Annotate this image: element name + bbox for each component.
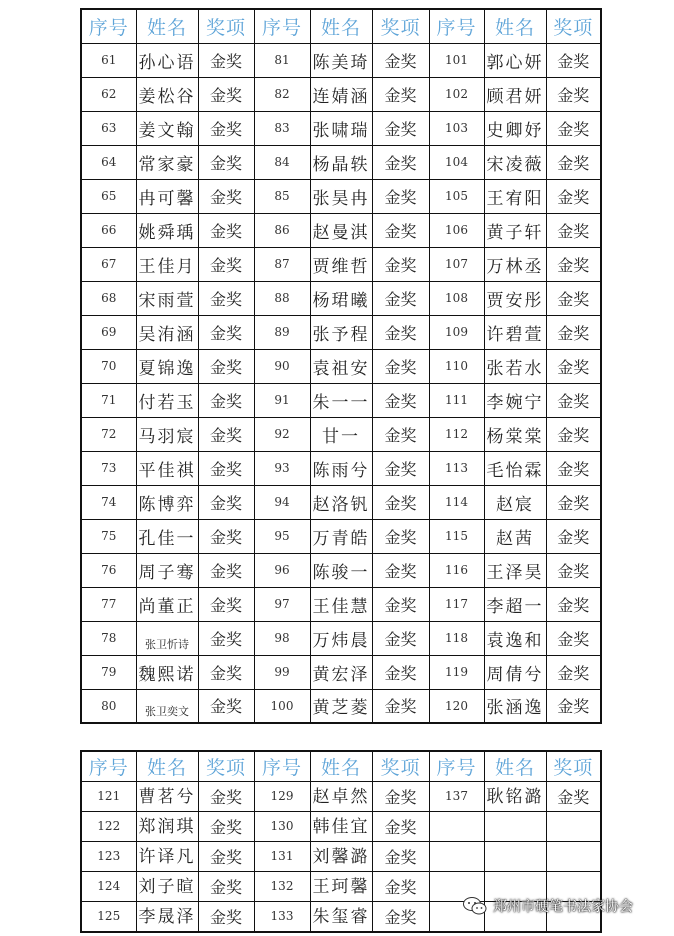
student-name-cell: 顾君妍 <box>484 77 546 111</box>
column-header: 奖项 <box>372 751 429 781</box>
award-cell: 金奖 <box>372 145 429 179</box>
serial-number-cell: 123 <box>81 841 136 871</box>
serial-number-cell: 64 <box>81 145 136 179</box>
award-cell: 金奖 <box>198 781 254 811</box>
serial-number-cell: 96 <box>254 553 310 587</box>
student-name-cell: 李超一 <box>484 587 546 621</box>
award-cell: 金奖 <box>372 451 429 485</box>
award-cell: 金奖 <box>198 315 254 349</box>
column-header: 序号 <box>254 9 310 43</box>
serial-number-cell: 113 <box>429 451 484 485</box>
award-cell: 金奖 <box>198 485 254 519</box>
award-cell: 金奖 <box>198 587 254 621</box>
column-header: 姓名 <box>484 9 546 43</box>
serial-number-cell: 93 <box>254 451 310 485</box>
award-cell: 金奖 <box>372 247 429 281</box>
serial-number-cell: 65 <box>81 179 136 213</box>
serial-number-cell: 110 <box>429 349 484 383</box>
student-name-cell: 魏熙诺 <box>136 655 198 689</box>
student-name-cell: 张昊冉 <box>310 179 372 213</box>
student-name-cell: 李婉宁 <box>484 383 546 417</box>
award-cell: 金奖 <box>546 655 601 689</box>
student-name-cell: 张卫忻诗 <box>136 621 198 655</box>
serial-number-cell: 79 <box>81 655 136 689</box>
serial-number-cell: 85 <box>254 179 310 213</box>
serial-number-cell: 87 <box>254 247 310 281</box>
serial-number-cell: 102 <box>429 77 484 111</box>
student-name-cell: 李晟泽 <box>136 901 198 932</box>
student-name-cell: 连婧涵 <box>310 77 372 111</box>
student-name-cell: 赵宸 <box>484 485 546 519</box>
award-cell: 金奖 <box>372 519 429 553</box>
serial-number-cell: 109 <box>429 315 484 349</box>
award-cell: 金奖 <box>546 417 601 451</box>
student-name-cell: 赵洛钒 <box>310 485 372 519</box>
student-name-cell: 赵曼淇 <box>310 213 372 247</box>
award-cell: 金奖 <box>372 77 429 111</box>
table-row <box>81 111 601 145</box>
serial-number-cell: 114 <box>429 485 484 519</box>
award-cell: 金奖 <box>198 383 254 417</box>
student-name-cell: 史卿妤 <box>484 111 546 145</box>
serial-number-cell: 82 <box>254 77 310 111</box>
student-name-cell: 赵卓然 <box>310 781 372 811</box>
student-name-cell: 万林丞 <box>484 247 546 281</box>
serial-number-cell: 63 <box>81 111 136 145</box>
table-row <box>81 485 601 519</box>
column-header: 序号 <box>81 751 136 781</box>
award-cell: 金奖 <box>198 553 254 587</box>
award-cell: 金奖 <box>198 689 254 723</box>
award-cell: 金奖 <box>198 655 254 689</box>
award-cell: 金奖 <box>198 451 254 485</box>
serial-number-cell: 111 <box>429 383 484 417</box>
award-cell: 金奖 <box>198 621 254 655</box>
student-name-cell: 陈雨兮 <box>310 451 372 485</box>
award-cell: 金奖 <box>546 281 601 315</box>
table-row <box>81 417 601 451</box>
award-cell: 金奖 <box>198 901 254 932</box>
student-name-cell: 宋雨萱 <box>136 281 198 315</box>
serial-number-cell: 119 <box>429 655 484 689</box>
award-cell: 金奖 <box>546 587 601 621</box>
column-header: 奖项 <box>546 9 601 43</box>
serial-number-cell <box>429 811 484 841</box>
serial-number-cell: 103 <box>429 111 484 145</box>
award-cell: 金奖 <box>372 315 429 349</box>
student-name-cell: 郭心妍 <box>484 43 546 77</box>
award-cell <box>546 841 601 871</box>
table-row <box>81 179 601 213</box>
award-cell: 金奖 <box>546 485 601 519</box>
student-name-cell: 张涵逸 <box>484 689 546 723</box>
student-name-cell: 王珂馨 <box>310 871 372 901</box>
student-name-cell: 杨棠棠 <box>484 417 546 451</box>
serial-number-cell: 97 <box>254 587 310 621</box>
award-table-main <box>80 8 602 724</box>
serial-number-cell: 98 <box>254 621 310 655</box>
serial-number-cell: 94 <box>254 485 310 519</box>
column-header: 奖项 <box>198 9 254 43</box>
serial-number-cell: 95 <box>254 519 310 553</box>
student-name-cell: 许碧萱 <box>484 315 546 349</box>
student-name-cell: 张啸瑞 <box>310 111 372 145</box>
award-cell: 金奖 <box>546 77 601 111</box>
table-row <box>81 587 601 621</box>
serial-number-cell: 129 <box>254 781 310 811</box>
serial-number-cell: 101 <box>429 43 484 77</box>
serial-number-cell: 73 <box>81 451 136 485</box>
student-name-cell <box>484 811 546 841</box>
award-cell: 金奖 <box>546 247 601 281</box>
award-cell: 金奖 <box>372 111 429 145</box>
serial-number-cell: 105 <box>429 179 484 213</box>
column-header: 奖项 <box>546 751 601 781</box>
serial-number-cell: 77 <box>81 587 136 621</box>
serial-number-cell: 132 <box>254 871 310 901</box>
serial-number-cell: 66 <box>81 213 136 247</box>
award-cell: 金奖 <box>546 349 601 383</box>
serial-number-cell: 69 <box>81 315 136 349</box>
watermark-text: 郑州市硬笔书法家协会 <box>493 899 633 915</box>
serial-number-cell: 122 <box>81 811 136 841</box>
student-name-cell: 孔佳一 <box>136 519 198 553</box>
table-row <box>81 247 601 281</box>
student-name-cell: 孙心语 <box>136 43 198 77</box>
award-cell: 金奖 <box>372 179 429 213</box>
serial-number-cell <box>429 841 484 871</box>
student-name-cell: 刘子暄 <box>136 871 198 901</box>
student-name-cell: 刘馨潞 <box>310 841 372 871</box>
serial-number-cell: 72 <box>81 417 136 451</box>
table-row <box>81 145 601 179</box>
serial-number-cell: 130 <box>254 811 310 841</box>
serial-number-cell: 80 <box>81 689 136 723</box>
serial-number-cell: 68 <box>81 281 136 315</box>
student-name-cell: 许译凡 <box>136 841 198 871</box>
serial-number-cell: 75 <box>81 519 136 553</box>
award-cell: 金奖 <box>546 145 601 179</box>
student-name-cell: 耿铭潞 <box>484 781 546 811</box>
column-header: 奖项 <box>198 751 254 781</box>
award-cell: 金奖 <box>372 213 429 247</box>
header-row <box>81 9 601 43</box>
student-name-cell: 平佳祺 <box>136 451 198 485</box>
student-name-cell: 张予程 <box>310 315 372 349</box>
award-cell: 金奖 <box>546 111 601 145</box>
award-cell: 金奖 <box>546 43 601 77</box>
student-name-cell: 黄子轩 <box>484 213 546 247</box>
award-cell: 金奖 <box>198 811 254 841</box>
award-cell: 金奖 <box>546 553 601 587</box>
student-name-cell: 杨晶轶 <box>310 145 372 179</box>
student-name-cell: 黄宏泽 <box>310 655 372 689</box>
serial-number-cell: 108 <box>429 281 484 315</box>
table-row <box>81 77 601 111</box>
table-row <box>81 655 601 689</box>
student-name-cell: 姚舜瑀 <box>136 213 198 247</box>
serial-number-cell: 133 <box>254 901 310 932</box>
student-name-cell: 甘一 <box>310 417 372 451</box>
award-cell: 金奖 <box>372 871 429 901</box>
serial-number-cell: 120 <box>429 689 484 723</box>
student-name-cell: 杨珺曦 <box>310 281 372 315</box>
serial-number-cell: 107 <box>429 247 484 281</box>
table-row <box>81 841 601 871</box>
award-cell: 金奖 <box>198 417 254 451</box>
serial-number-cell: 125 <box>81 901 136 932</box>
table-row <box>81 281 601 315</box>
serial-number-cell: 124 <box>81 871 136 901</box>
serial-number-cell: 78 <box>81 621 136 655</box>
table-row <box>81 781 601 811</box>
table-row <box>81 213 601 247</box>
header-row <box>81 751 601 781</box>
serial-number-cell: 121 <box>81 781 136 811</box>
student-name-cell: 陈美琦 <box>310 43 372 77</box>
award-cell: 金奖 <box>372 417 429 451</box>
award-cell: 金奖 <box>546 213 601 247</box>
student-name-cell: 姜松谷 <box>136 77 198 111</box>
award-cell: 金奖 <box>372 349 429 383</box>
serial-number-cell: 88 <box>254 281 310 315</box>
serial-number-cell: 83 <box>254 111 310 145</box>
award-cell: 金奖 <box>372 811 429 841</box>
student-name-cell: 周倩兮 <box>484 655 546 689</box>
serial-number-cell: 115 <box>429 519 484 553</box>
award-cell: 金奖 <box>372 841 429 871</box>
serial-number-cell: 91 <box>254 383 310 417</box>
student-name-cell: 吴洧涵 <box>136 315 198 349</box>
serial-number-cell: 117 <box>429 587 484 621</box>
student-name-cell: 袁祖安 <box>310 349 372 383</box>
column-header: 序号 <box>254 751 310 781</box>
table-row <box>81 451 601 485</box>
award-cell: 金奖 <box>546 451 601 485</box>
table-row <box>81 43 601 77</box>
serial-number-cell: 118 <box>429 621 484 655</box>
column-header: 姓名 <box>484 751 546 781</box>
award-cell: 金奖 <box>198 145 254 179</box>
student-name-cell: 马羽宸 <box>136 417 198 451</box>
student-name-cell: 万青皓 <box>310 519 372 553</box>
serial-number-cell: 90 <box>254 349 310 383</box>
serial-number-cell: 104 <box>429 145 484 179</box>
award-cell: 金奖 <box>372 43 429 77</box>
serial-number-cell: 99 <box>254 655 310 689</box>
column-header: 序号 <box>429 9 484 43</box>
serial-number-cell: 81 <box>254 43 310 77</box>
award-cell: 金奖 <box>546 315 601 349</box>
serial-number-cell: 100 <box>254 689 310 723</box>
award-cell: 金奖 <box>198 247 254 281</box>
award-cell: 金奖 <box>372 281 429 315</box>
award-cell: 金奖 <box>546 781 601 811</box>
award-cell: 金奖 <box>372 655 429 689</box>
student-name-cell: 王佳月 <box>136 247 198 281</box>
student-name-cell: 王宥阳 <box>484 179 546 213</box>
serial-number-cell: 131 <box>254 841 310 871</box>
serial-number-cell: 74 <box>81 485 136 519</box>
column-header: 姓名 <box>310 9 372 43</box>
student-name-cell: 赵茜 <box>484 519 546 553</box>
student-name-cell: 宋凌薇 <box>484 145 546 179</box>
serial-number-cell: 67 <box>81 247 136 281</box>
student-name-cell: 贾维哲 <box>310 247 372 281</box>
student-name-cell <box>484 841 546 871</box>
award-cell: 金奖 <box>198 213 254 247</box>
award-cell: 金奖 <box>198 519 254 553</box>
student-name-cell: 朱一一 <box>310 383 372 417</box>
student-name-cell: 王泽昊 <box>484 553 546 587</box>
column-header: 姓名 <box>310 751 372 781</box>
student-name-cell: 郑润琪 <box>136 811 198 841</box>
serial-number-cell: 61 <box>81 43 136 77</box>
award-cell: 金奖 <box>546 383 601 417</box>
student-name-cell: 冉可馨 <box>136 179 198 213</box>
serial-number-cell: 62 <box>81 77 136 111</box>
table-row <box>81 519 601 553</box>
column-header: 序号 <box>81 9 136 43</box>
award-cell: 金奖 <box>372 621 429 655</box>
student-name-cell: 周子骞 <box>136 553 198 587</box>
student-name-cell: 张若水 <box>484 349 546 383</box>
student-name-cell: 韩佳宜 <box>310 811 372 841</box>
award-cell: 金奖 <box>546 621 601 655</box>
student-name-cell: 尚董正 <box>136 587 198 621</box>
student-name-cell: 陈博弈 <box>136 485 198 519</box>
award-cell: 金奖 <box>546 179 601 213</box>
table-row <box>81 689 601 723</box>
column-header: 奖项 <box>372 9 429 43</box>
student-name-cell: 陈骏一 <box>310 553 372 587</box>
award-cell: 金奖 <box>198 43 254 77</box>
student-name-cell: 常家豪 <box>136 145 198 179</box>
award-cell: 金奖 <box>372 383 429 417</box>
watermark <box>462 893 633 919</box>
award-cell: 金奖 <box>198 841 254 871</box>
award-cell: 金奖 <box>546 519 601 553</box>
award-cell: 金奖 <box>372 485 429 519</box>
serial-number-cell: 76 <box>81 553 136 587</box>
award-cell: 金奖 <box>198 871 254 901</box>
table-row <box>81 383 601 417</box>
serial-number-cell: 106 <box>429 213 484 247</box>
serial-number-cell: 70 <box>81 349 136 383</box>
student-name-cell: 贾安彤 <box>484 281 546 315</box>
serial-number-cell: 84 <box>254 145 310 179</box>
student-name-cell: 袁逸和 <box>484 621 546 655</box>
student-name-cell: 张卫奕文 <box>136 689 198 723</box>
student-name-cell: 夏锦逸 <box>136 349 198 383</box>
student-name-cell: 万炜晨 <box>310 621 372 655</box>
column-header: 姓名 <box>136 9 198 43</box>
award-cell: 金奖 <box>372 781 429 811</box>
student-name-cell: 毛怡霖 <box>484 451 546 485</box>
column-header: 姓名 <box>136 751 198 781</box>
student-name-cell: 黄芝菱 <box>310 689 372 723</box>
award-cell: 金奖 <box>198 281 254 315</box>
student-name-cell: 朱玺睿 <box>310 901 372 932</box>
table-row <box>81 621 601 655</box>
award-cell: 金奖 <box>372 587 429 621</box>
serial-number-cell: 86 <box>254 213 310 247</box>
award-cell: 金奖 <box>198 77 254 111</box>
serial-number-cell: 137 <box>429 781 484 811</box>
serial-number-cell: 92 <box>254 417 310 451</box>
wechat-icon <box>462 896 488 916</box>
award-cell: 金奖 <box>372 689 429 723</box>
table-row <box>81 349 601 383</box>
serial-number-cell: 112 <box>429 417 484 451</box>
serial-number-cell: 89 <box>254 315 310 349</box>
award-cell: 金奖 <box>198 111 254 145</box>
student-name-cell: 姜文翰 <box>136 111 198 145</box>
table-row <box>81 315 601 349</box>
serial-number-cell: 116 <box>429 553 484 587</box>
award-cell: 金奖 <box>198 349 254 383</box>
student-name-cell: 王佳慧 <box>310 587 372 621</box>
student-name-cell: 付若玉 <box>136 383 198 417</box>
column-header: 序号 <box>429 751 484 781</box>
award-cell: 金奖 <box>372 901 429 932</box>
table-row <box>81 553 601 587</box>
award-cell: 金奖 <box>546 689 601 723</box>
table-row <box>81 811 601 841</box>
student-name-cell: 曹茗兮 <box>136 781 198 811</box>
award-cell: 金奖 <box>372 553 429 587</box>
award-cell: 金奖 <box>198 179 254 213</box>
serial-number-cell: 71 <box>81 383 136 417</box>
award-cell <box>546 811 601 841</box>
